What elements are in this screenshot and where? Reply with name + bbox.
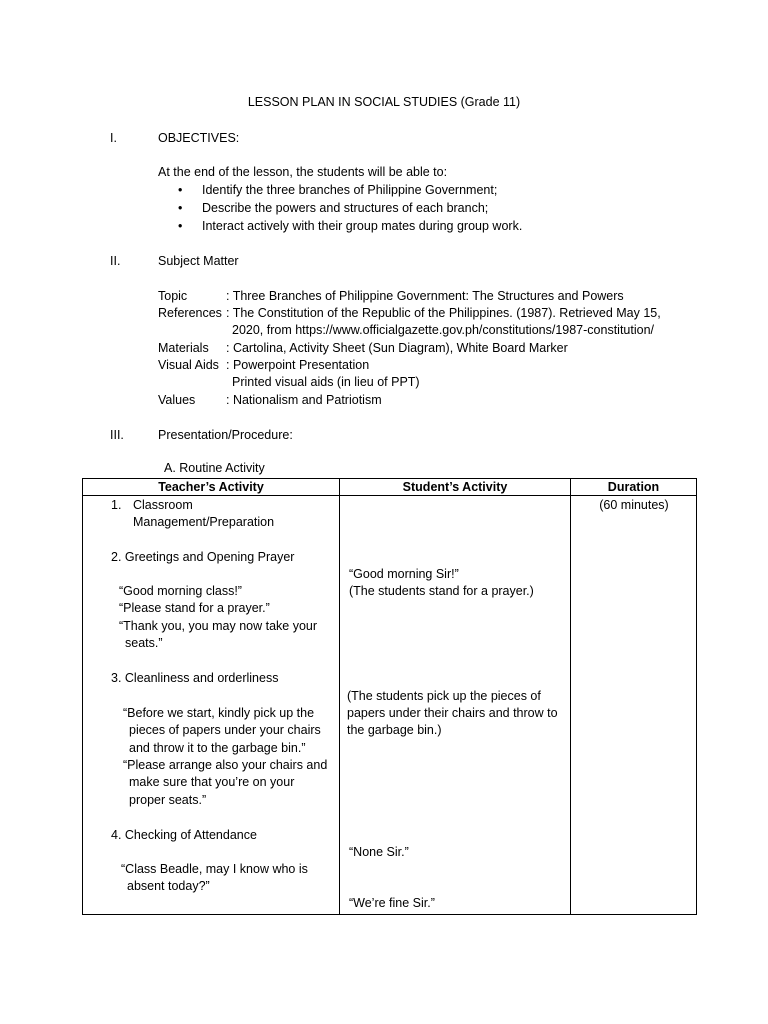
student-line: “Good morning Sir!”: [349, 567, 459, 581]
visual-aids-value-cont: Printed visual aids (in lieu of PPT): [232, 375, 420, 389]
teacher-line: absent today?”: [127, 879, 210, 893]
teacher-line: proper seats.”: [129, 793, 207, 807]
teacher-item-1: Classroom: [133, 498, 193, 512]
duration-cell: [571, 496, 697, 915]
teacher-item-1-number: 1.: [111, 498, 122, 512]
student-activity-cell: [340, 496, 571, 915]
section-1-number: I.: [110, 131, 117, 145]
bullet-icon: •: [178, 201, 183, 215]
section-2-label: Subject Matter: [158, 254, 239, 268]
teacher-line: “Thank you, you may now take your: [119, 619, 318, 633]
visual-aids-label: Visual Aids: [158, 358, 219, 372]
section-3-number: III.: [110, 428, 124, 442]
references-label: References: [158, 306, 222, 320]
section-3-label: Presentation/Procedure:: [158, 428, 293, 442]
table-row: [83, 496, 697, 915]
teacher-line: “Please stand for a prayer.”: [119, 601, 270, 615]
topic-value: : Three Branches of Philippine Government: The Structures and Powers: [226, 289, 624, 303]
routine-activity-heading: A. Routine Activity: [164, 461, 265, 475]
references-value-cont: 2020, from https://www.officialgazette.gov.ph/constitutions/1987-constitution/: [232, 323, 654, 337]
page-title: LESSON PLAN IN SOCIAL STUDIES (Grade 11): [247, 95, 521, 109]
teacher-line: make sure that you’re on your: [129, 775, 295, 789]
objective-item: • Interact actively with their group mates during group work.: [178, 219, 523, 233]
teacher-line: “Good morning class!”: [119, 584, 242, 598]
student-line: papers under their chairs and throw to: [347, 706, 558, 720]
values-label: Values: [158, 393, 196, 407]
objective-item: • Describe the powers and structures of each branch;: [178, 201, 489, 215]
teacher-line: “Class Beadle, may I know who is: [121, 862, 308, 876]
student-line: (The students stand for a prayer.): [349, 584, 534, 598]
procedure-table: [82, 478, 696, 915]
teacher-item-4: 4. Checking of Attendance: [111, 828, 257, 842]
student-line: the garbage bin.): [347, 723, 442, 737]
student-line: (The students pick up the pieces of: [347, 689, 541, 703]
topic-label: Topic: [158, 289, 188, 303]
table-header-row: [83, 479, 697, 496]
teacher-line: “Please arrange also your chairs and: [123, 758, 328, 772]
references-value: : The Constitution of the Republic of the Philippines. (1987). Retrieved May 15,: [226, 306, 661, 320]
values-value: : Nationalism and Patriotism: [226, 393, 382, 407]
teacher-activity-cell: [83, 496, 340, 915]
bullet-icon: •: [178, 183, 183, 197]
column-header-student: Student’s Activity: [340, 479, 571, 496]
student-line: “None Sir.”: [349, 845, 409, 859]
materials-value: : Cartolina, Activity Sheet (Sun Diagram), White Board Marker: [226, 341, 568, 355]
student-line: “We’re fine Sir.”: [349, 896, 435, 910]
teacher-line: pieces of papers under your chairs: [129, 723, 321, 737]
objective-item: • Identify the three branches of Philippine Government;: [178, 183, 498, 197]
column-header-duration: Duration: [571, 479, 697, 496]
section-2-number: II.: [110, 254, 121, 268]
visual-aids-value: : Powerpoint Presentation: [226, 358, 370, 372]
teacher-item-1-cont: Management/Preparation: [133, 515, 275, 529]
bullet-icon: •: [178, 219, 183, 233]
section-1-label: OBJECTIVES:: [158, 131, 240, 145]
teacher-line: seats.”: [125, 636, 163, 650]
materials-label: Materials: [158, 341, 209, 355]
teacher-line: “Before we start, kindly pick up the: [123, 706, 315, 720]
column-header-teacher: Teacher’s Activity: [83, 479, 340, 496]
teacher-line: and throw it to the garbage bin.”: [129, 741, 306, 755]
duration-value: (60 minutes): [599, 498, 669, 512]
teacher-item-3: 3. Cleanliness and orderliness: [111, 671, 279, 685]
objectives-intro: At the end of the lesson, the students will be able to:: [158, 165, 448, 179]
teacher-item-2: 2. Greetings and Opening Prayer: [111, 550, 295, 564]
